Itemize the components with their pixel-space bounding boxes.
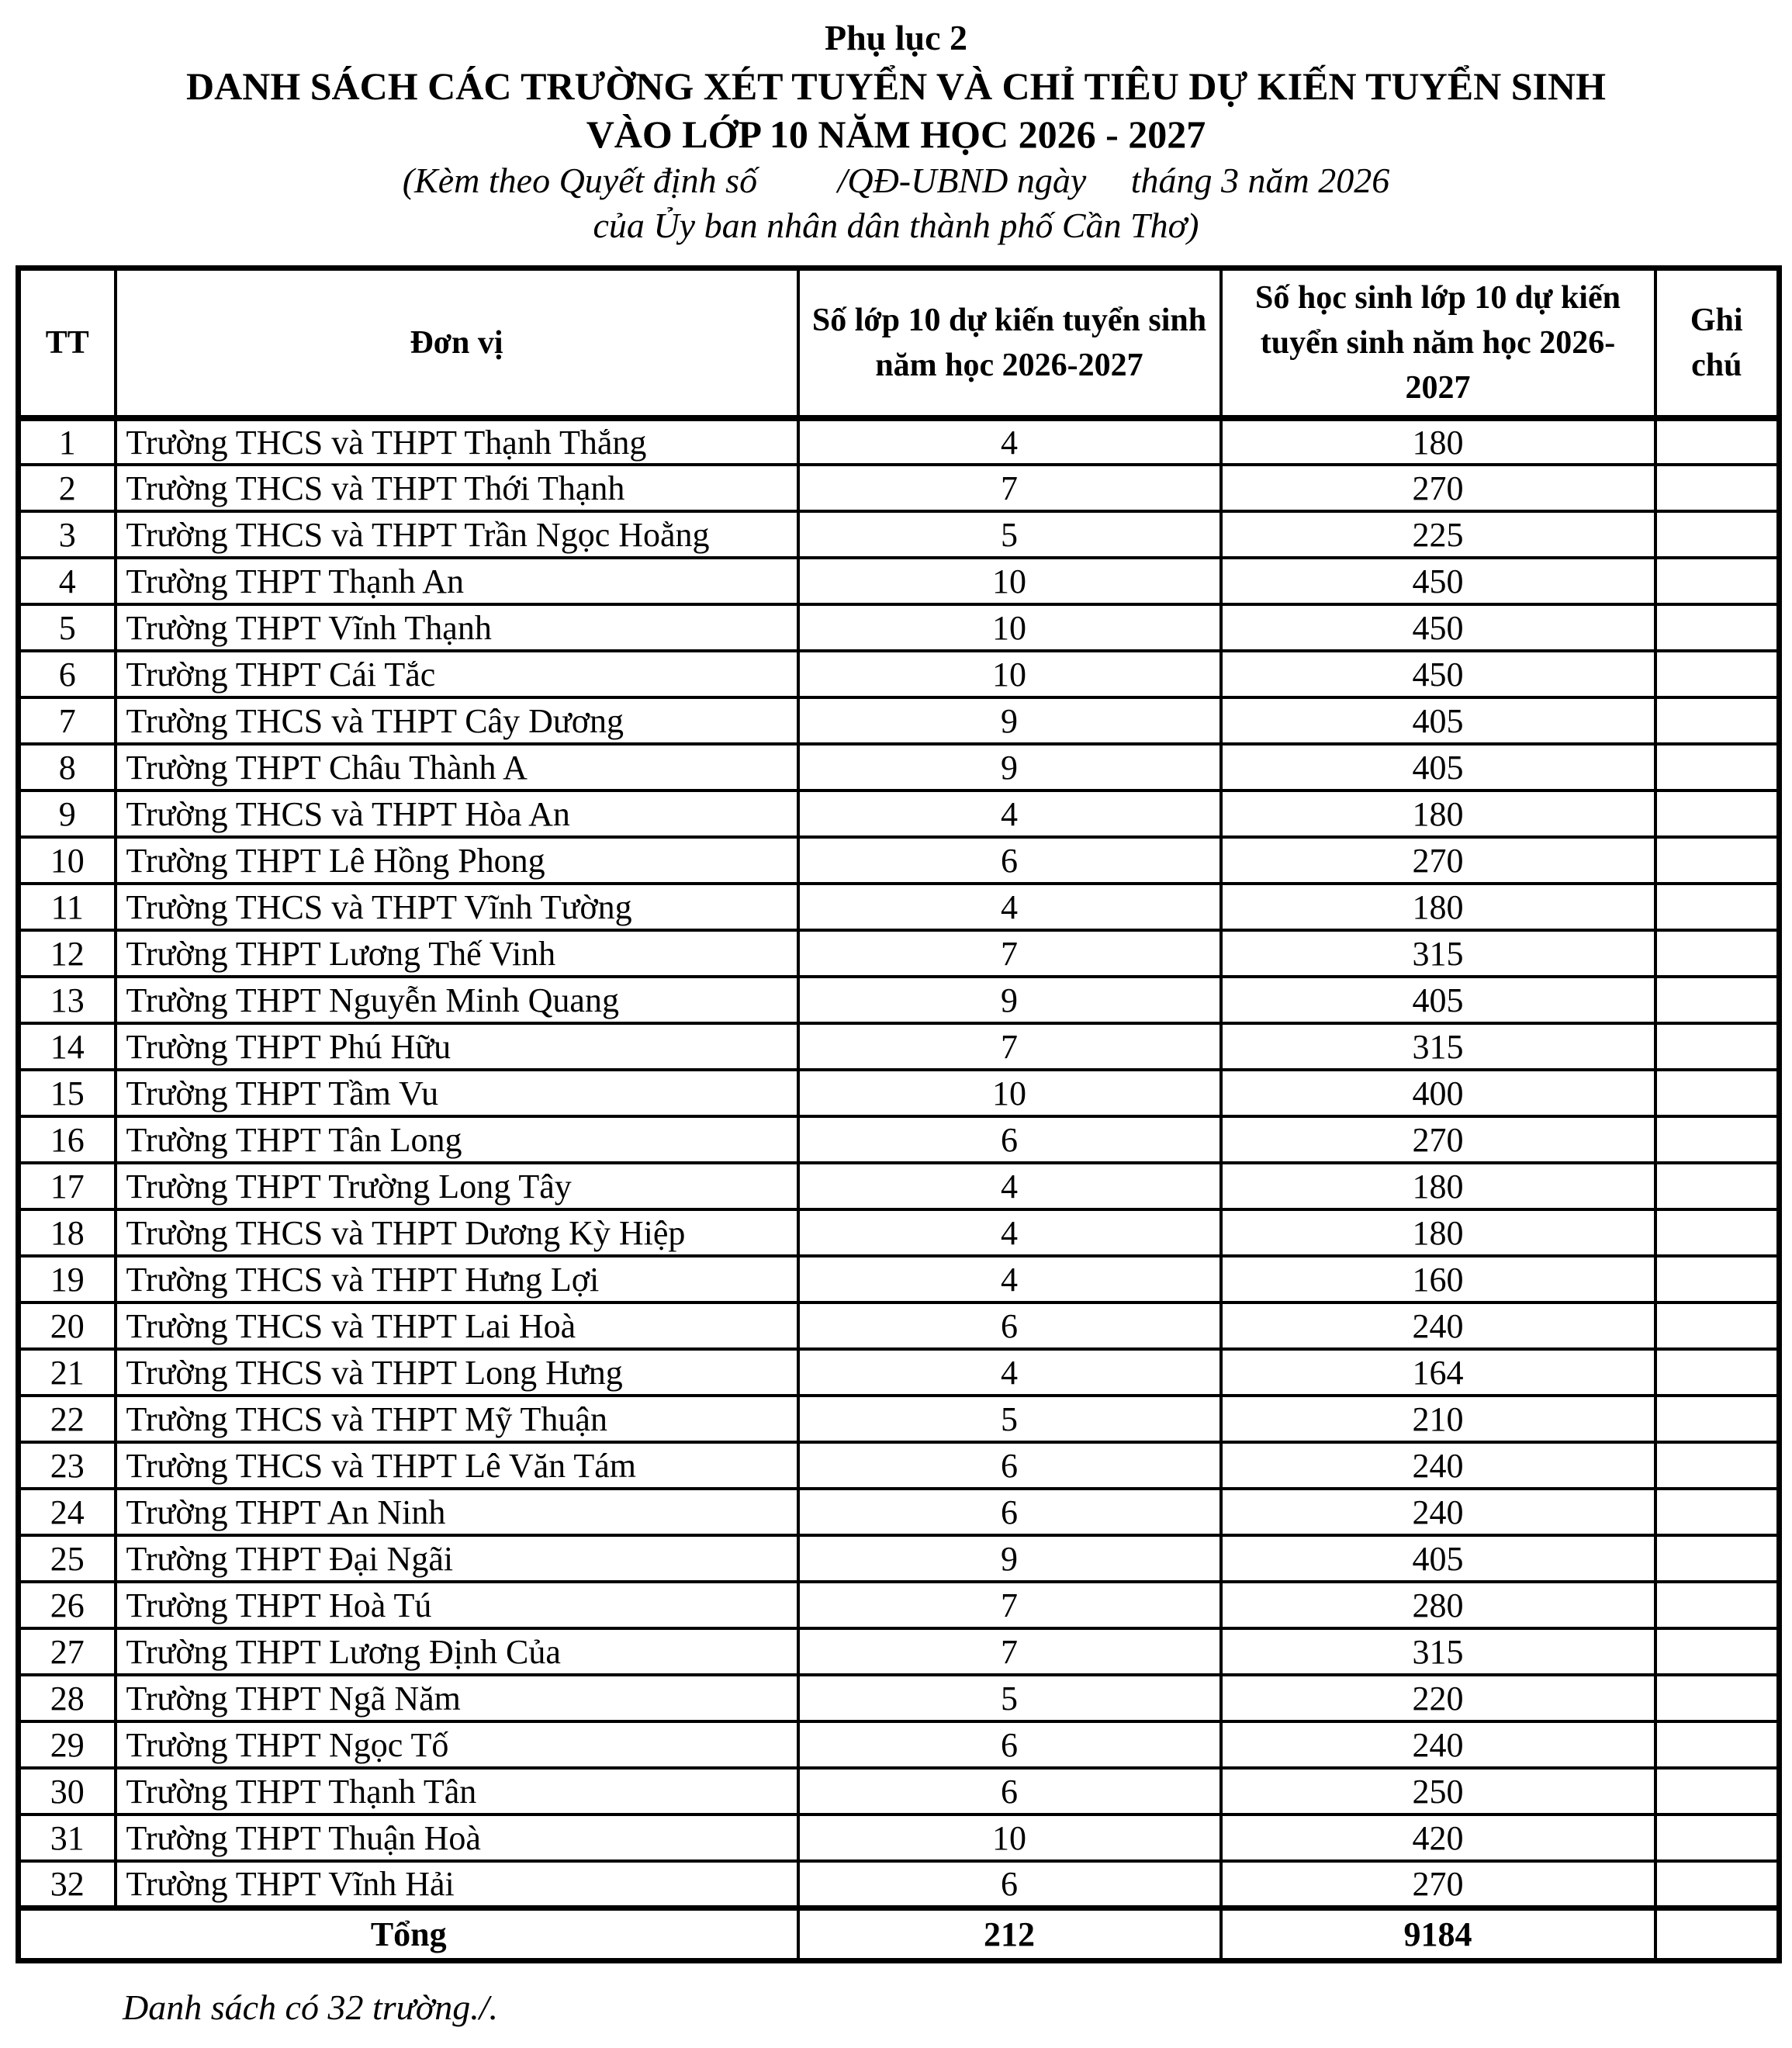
school-name: Trường THCS và THPT Trần Ngọc Hoằng <box>116 511 798 558</box>
row-index: 32 <box>19 1861 116 1908</box>
students-count: 315 <box>1221 1628 1655 1675</box>
school-name: Trường THPT Phú Hữu <box>116 1023 798 1070</box>
table-row <box>19 1116 1780 1163</box>
schools-table <box>16 265 1782 1963</box>
table-row <box>19 1256 1780 1302</box>
students-count: 400 <box>1221 1070 1655 1116</box>
students-count: 164 <box>1221 1349 1655 1396</box>
total-row <box>19 1908 1780 1960</box>
row-index: 21 <box>19 1349 116 1396</box>
students-count: 405 <box>1221 697 1655 744</box>
classes-count: 6 <box>798 1116 1221 1163</box>
title-block <box>16 14 1776 248</box>
classes-count: 6 <box>798 1442 1221 1489</box>
students-count: 405 <box>1221 1535 1655 1582</box>
row-index: 6 <box>19 651 116 697</box>
school-name: Trường THCS và THPT Dương Kỳ Hiệp <box>116 1209 798 1256</box>
school-name: Trường THPT Vĩnh Thạnh <box>116 604 798 651</box>
students-count: 270 <box>1221 465 1655 511</box>
header-unit: Đơn vị <box>116 268 798 419</box>
table-row <box>19 697 1780 744</box>
school-name: Trường THPT Vĩnh Hải <box>116 1861 798 1908</box>
total-students: 9184 <box>1221 1908 1655 1960</box>
school-name: Trường THPT Ngã Năm <box>116 1675 798 1721</box>
table-row <box>19 790 1780 837</box>
school-name: Trường THCS và THPT Mỹ Thuận <box>116 1396 798 1442</box>
students-count: 250 <box>1221 1768 1655 1814</box>
note-cell <box>1655 511 1780 558</box>
row-index: 4 <box>19 558 116 604</box>
students-count: 180 <box>1221 790 1655 837</box>
classes-count: 5 <box>798 511 1221 558</box>
note-cell <box>1655 930 1780 977</box>
note-cell <box>1655 418 1780 465</box>
classes-count: 9 <box>798 697 1221 744</box>
row-index: 1 <box>19 418 116 465</box>
note-cell <box>1655 837 1780 884</box>
school-name: Trường THCS và THPT Thạnh Thắng <box>116 418 798 465</box>
school-name: Trường THPT An Ninh <box>116 1489 798 1535</box>
row-index: 16 <box>19 1116 116 1163</box>
classes-count: 7 <box>798 1582 1221 1628</box>
note-cell <box>1655 1023 1780 1070</box>
classes-count: 6 <box>798 1861 1221 1908</box>
table-row <box>19 1535 1780 1582</box>
school-name: Trường THPT Hoà Tú <box>116 1582 798 1628</box>
table-row <box>19 930 1780 977</box>
row-index: 24 <box>19 1489 116 1535</box>
note-cell <box>1655 1535 1780 1582</box>
table-row <box>19 837 1780 884</box>
row-index: 15 <box>19 1070 116 1116</box>
school-name: Trường THCS và THPT Lê Văn Tám <box>116 1442 798 1489</box>
students-count: 220 <box>1221 1675 1655 1721</box>
total-label: Tổng <box>19 1908 798 1960</box>
students-count: 240 <box>1221 1302 1655 1349</box>
students-count: 180 <box>1221 884 1655 930</box>
row-index: 7 <box>19 697 116 744</box>
school-name: Trường THPT Trường Long Tây <box>116 1163 798 1209</box>
classes-count: 10 <box>798 558 1221 604</box>
students-count: 270 <box>1221 1861 1655 1908</box>
row-index: 5 <box>19 604 116 651</box>
total-note-cell <box>1655 1908 1780 1960</box>
school-name: Trường THPT Lê Hồng Phong <box>116 837 798 884</box>
header-note: Ghi chú <box>1655 268 1780 419</box>
document-subtitle-line1: (Kèm theo Quyết định số /QĐ-UBND ngày tháng 3 năm 2026 <box>402 161 1390 200</box>
classes-count: 7 <box>798 1628 1221 1675</box>
classes-count: 9 <box>798 744 1221 790</box>
note-cell <box>1655 884 1780 930</box>
table-row <box>19 1442 1780 1489</box>
school-name: Trường THPT Châu Thành A <box>116 744 798 790</box>
row-index: 3 <box>19 511 116 558</box>
note-cell <box>1655 558 1780 604</box>
classes-count: 10 <box>798 1070 1221 1116</box>
header-tt: TT <box>19 268 116 419</box>
note-cell <box>1655 697 1780 744</box>
classes-count: 7 <box>798 465 1221 511</box>
school-name: Trường THCS và THPT Hưng Lợi <box>116 1256 798 1302</box>
note-cell <box>1655 651 1780 697</box>
classes-count: 6 <box>798 1489 1221 1535</box>
students-count: 160 <box>1221 1256 1655 1302</box>
classes-count: 9 <box>798 977 1221 1023</box>
table-row <box>19 744 1780 790</box>
table-row <box>19 1721 1780 1768</box>
row-index: 20 <box>19 1302 116 1349</box>
row-index: 23 <box>19 1442 116 1489</box>
classes-count: 7 <box>798 1023 1221 1070</box>
classes-count: 4 <box>798 884 1221 930</box>
row-index: 28 <box>19 1675 116 1721</box>
students-count: 210 <box>1221 1396 1655 1442</box>
table-row <box>19 1768 1780 1814</box>
students-count: 405 <box>1221 744 1655 790</box>
table-row <box>19 1675 1780 1721</box>
classes-count: 4 <box>798 790 1221 837</box>
table-row <box>19 1209 1780 1256</box>
students-count: 240 <box>1221 1442 1655 1489</box>
note-cell <box>1655 1163 1780 1209</box>
school-name: Trường THCS và THPT Long Hưng <box>116 1349 798 1396</box>
row-index: 2 <box>19 465 116 511</box>
students-count: 315 <box>1221 1023 1655 1070</box>
classes-count: 6 <box>798 837 1221 884</box>
students-count: 405 <box>1221 977 1655 1023</box>
note-cell <box>1655 465 1780 511</box>
footer-note: Danh sách có 32 trường./. <box>123 1987 499 2027</box>
table-row <box>19 1582 1780 1628</box>
table-row <box>19 1163 1780 1209</box>
note-cell <box>1655 790 1780 837</box>
header-students: Số học sinh lớp 10 dự kiến tuyển sinh năm học 2026-2027 <box>1221 268 1655 419</box>
classes-count: 4 <box>798 1349 1221 1396</box>
classes-count: 6 <box>798 1721 1221 1768</box>
note-cell <box>1655 1489 1780 1535</box>
note-cell <box>1655 1349 1780 1396</box>
row-index: 11 <box>19 884 116 930</box>
classes-count: 4 <box>798 418 1221 465</box>
note-cell <box>1655 1256 1780 1302</box>
school-name: Trường THPT Tầm Vu <box>116 1070 798 1116</box>
classes-count: 7 <box>798 930 1221 977</box>
table-row <box>19 418 1780 465</box>
school-name: Trường THCS và THPT Hòa An <box>116 790 798 837</box>
school-name: Trường THCS và THPT Lai Hoà <box>116 1302 798 1349</box>
note-cell <box>1655 1116 1780 1163</box>
table-row <box>19 651 1780 697</box>
schools-table-body <box>19 418 1780 1908</box>
header-classes: Số lớp 10 dự kiến tuyển sinh năm học 2026-2027 <box>798 268 1221 419</box>
table-row <box>19 465 1780 511</box>
row-index: 12 <box>19 930 116 977</box>
classes-count: 6 <box>798 1302 1221 1349</box>
row-index: 18 <box>19 1209 116 1256</box>
row-index: 31 <box>19 1814 116 1861</box>
table-row <box>19 1861 1780 1908</box>
classes-count: 10 <box>798 1814 1221 1861</box>
classes-count: 5 <box>798 1396 1221 1442</box>
students-count: 450 <box>1221 558 1655 604</box>
table-row <box>19 977 1780 1023</box>
school-name: Trường THPT Nguyễn Minh Quang <box>116 977 798 1023</box>
row-index: 22 <box>19 1396 116 1442</box>
school-name: Trường THPT Thạnh An <box>116 558 798 604</box>
document-subtitle-line2: của Ủy ban nhân dân thành phố Cần Thơ) <box>593 206 1199 245</box>
table-row <box>19 1023 1780 1070</box>
school-name: Trường THPT Tân Long <box>116 1116 798 1163</box>
note-cell <box>1655 977 1780 1023</box>
students-count: 270 <box>1221 1116 1655 1163</box>
note-cell <box>1655 604 1780 651</box>
table-header-row <box>19 268 1780 419</box>
school-name: Trường THPT Đại Ngãi <box>116 1535 798 1582</box>
table-row <box>19 511 1780 558</box>
row-index: 19 <box>19 1256 116 1302</box>
note-cell <box>1655 1721 1780 1768</box>
students-count: 420 <box>1221 1814 1655 1861</box>
school-name: Trường THCS và THPT Thới Thạnh <box>116 465 798 511</box>
total-classes: 212 <box>798 1908 1221 1960</box>
note-cell <box>1655 1814 1780 1861</box>
classes-count: 10 <box>798 604 1221 651</box>
table-row <box>19 1814 1780 1861</box>
table-row <box>19 1349 1780 1396</box>
note-cell <box>1655 1209 1780 1256</box>
students-count: 450 <box>1221 651 1655 697</box>
classes-count: 4 <box>798 1163 1221 1209</box>
row-index: 27 <box>19 1628 116 1675</box>
students-count: 180 <box>1221 418 1655 465</box>
students-count: 240 <box>1221 1721 1655 1768</box>
note-cell <box>1655 1861 1780 1908</box>
school-name: Trường THPT Ngọc Tố <box>116 1721 798 1768</box>
students-count: 280 <box>1221 1582 1655 1628</box>
students-count: 240 <box>1221 1489 1655 1535</box>
row-index: 30 <box>19 1768 116 1814</box>
classes-count: 9 <box>798 1535 1221 1582</box>
table-row <box>19 1628 1780 1675</box>
students-count: 180 <box>1221 1163 1655 1209</box>
note-cell <box>1655 1628 1780 1675</box>
note-cell <box>1655 1396 1780 1442</box>
classes-count: 10 <box>798 651 1221 697</box>
row-index: 25 <box>19 1535 116 1582</box>
school-name: Trường THPT Cái Tắc <box>116 651 798 697</box>
school-name: Trường THPT Lương Thế Vinh <box>116 930 798 977</box>
note-cell <box>1655 1675 1780 1721</box>
classes-count: 6 <box>798 1768 1221 1814</box>
document-title-line2: VÀO LỚP 10 NĂM HỌC 2026 - 2027 <box>586 112 1206 156</box>
row-index: 9 <box>19 790 116 837</box>
table-row <box>19 558 1780 604</box>
school-name: Trường THCS và THPT Cây Dương <box>116 697 798 744</box>
row-index: 13 <box>19 977 116 1023</box>
row-index: 10 <box>19 837 116 884</box>
row-index: 14 <box>19 1023 116 1070</box>
classes-count: 4 <box>798 1209 1221 1256</box>
note-cell <box>1655 1302 1780 1349</box>
table-row <box>19 1070 1780 1116</box>
students-count: 315 <box>1221 930 1655 977</box>
row-index: 29 <box>19 1721 116 1768</box>
students-count: 270 <box>1221 837 1655 884</box>
classes-count: 5 <box>798 1675 1221 1721</box>
table-row <box>19 604 1780 651</box>
appendix-label: Phụ lục 2 <box>824 18 968 57</box>
note-cell <box>1655 1582 1780 1628</box>
table-row <box>19 1396 1780 1442</box>
students-count: 180 <box>1221 1209 1655 1256</box>
row-index: 17 <box>19 1163 116 1209</box>
table-row <box>19 1489 1780 1535</box>
students-count: 225 <box>1221 511 1655 558</box>
school-name: Trường THPT Lương Định Của <box>116 1628 798 1675</box>
table-row <box>19 1302 1780 1349</box>
row-index: 8 <box>19 744 116 790</box>
table-row <box>19 884 1780 930</box>
document-title-line1: DANH SÁCH CÁC TRƯỜNG XÉT TUYỂN VÀ CHỈ TIÊU DỰ KIẾN TUYỂN SINH <box>186 64 1606 108</box>
classes-count: 4 <box>798 1256 1221 1302</box>
note-cell <box>1655 1442 1780 1489</box>
note-cell <box>1655 1768 1780 1814</box>
row-index: 26 <box>19 1582 116 1628</box>
note-cell <box>1655 1070 1780 1116</box>
school-name: Trường THCS và THPT Vĩnh Tường <box>116 884 798 930</box>
students-count: 450 <box>1221 604 1655 651</box>
school-name: Trường THPT Thạnh Tân <box>116 1768 798 1814</box>
note-cell <box>1655 744 1780 790</box>
school-name: Trường THPT Thuận Hoà <box>116 1814 798 1861</box>
